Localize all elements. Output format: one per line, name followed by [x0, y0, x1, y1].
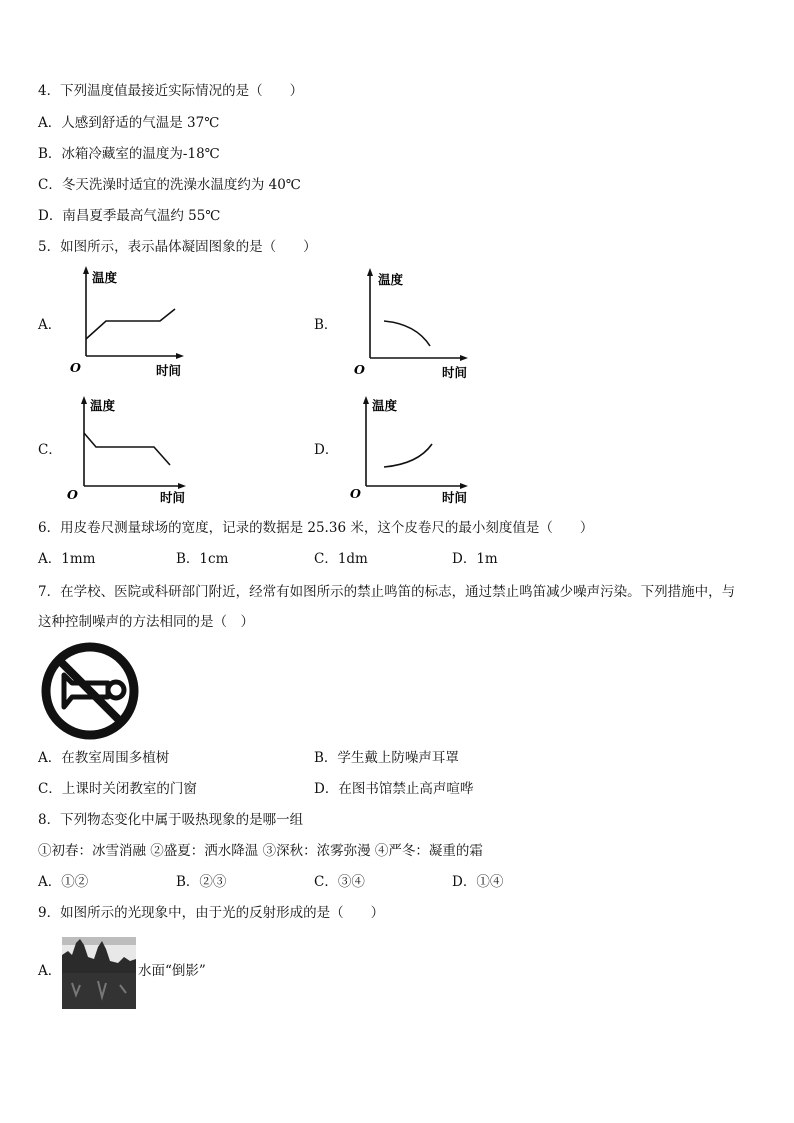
q5-option-a-letter: A． — [38, 317, 62, 333]
q7-option-a: A．在教室周围多植树 — [38, 750, 170, 766]
y-axis-arrow — [367, 268, 373, 276]
q6-option-a: A．1mm — [38, 551, 96, 567]
q7-stem-line2: 这种控制噪声的方法相同的是（ ） — [38, 614, 254, 630]
q4-option-a: A．人感到舒适的气温是 37℃ — [38, 115, 220, 131]
q8-items: ①初春：冰雪消融 ②盛夏：洒水降温 ③深秋：浓雾弥漫 ④严冬：凝重的霜 — [38, 843, 483, 859]
x-axis-arrow — [178, 483, 186, 489]
x-axis-label: 时间 — [160, 490, 186, 505]
q8-option-a: A．①② — [38, 874, 89, 890]
q4-option-d: D．南昌夏季最高气温约 55℃ — [38, 208, 221, 224]
x-axis-label: 时间 — [156, 363, 182, 378]
q8-option-d: D．①④ — [452, 874, 504, 890]
curve — [86, 309, 175, 339]
graph-d — [346, 392, 486, 510]
origin-label: O — [350, 486, 361, 501]
no-horn-sign-icon — [38, 641, 142, 741]
q4-option-c: C．冬天洗澡时适宜的洗澡水温度约为 40℃ — [38, 177, 301, 193]
y-axis-label: 温度 — [90, 398, 116, 413]
q5-option-d-letter: D． — [314, 442, 339, 458]
q8-option-b: B．②③ — [176, 874, 227, 890]
x-axis-label: 时间 — [442, 490, 468, 505]
origin-label: O — [354, 362, 365, 377]
y-axis-arrow — [83, 266, 89, 274]
q6-stem: 6．用皮卷尺测量球场的宽度，记录的数据是 25.36 米，这个皮卷尺的最小刻度值是（ ） — [38, 520, 594, 536]
q4-option-b: B．冰箱冷藏室的温度为-18℃ — [38, 146, 220, 162]
q5-option-c-letter: C． — [38, 442, 62, 458]
q7-option-c: C．上课时关闭教室的门窗 — [38, 781, 197, 797]
origin-label: O — [67, 487, 78, 502]
reflection-photo — [62, 937, 136, 1009]
x-axis-arrow — [176, 353, 184, 359]
graph-b — [346, 266, 486, 384]
q6-option-b: B．1cm — [176, 551, 229, 567]
q5-option-b-letter: B． — [314, 317, 338, 333]
q4-stem: 4．下列温度值最接近实际情况的是（ ） — [38, 83, 304, 99]
curve — [84, 433, 170, 465]
q8-stem: 8．下列物态变化中属于吸热现象的是哪一组 — [38, 812, 304, 828]
curve — [384, 321, 430, 346]
q9-stem: 9．如图所示的光现象中，由于光的反射形成的是（ ） — [38, 905, 385, 921]
x-axis-label: 时间 — [442, 365, 468, 380]
curve — [384, 444, 432, 467]
y-axis-label: 温度 — [378, 272, 404, 287]
x-axis-arrow — [460, 483, 468, 489]
q7-option-b: B．学生戴上防噪声耳罩 — [314, 750, 459, 766]
q9-option-a-letter: A． — [38, 963, 62, 979]
q7-stem-line1: 7．在学校、医院或科研部门附近，经常有如图所示的禁止鸣笛的标志，通过禁止鸣笛减少噪声污染。下列措施中，与 — [38, 584, 736, 600]
q5-stem: 5．如图所示，表示晶体凝固图象的是（ ） — [38, 239, 317, 255]
q9-option-a-caption: 水面“倒影” — [138, 963, 206, 979]
graph-c — [62, 392, 202, 510]
q8-option-c: C．③④ — [314, 874, 365, 890]
x-axis-arrow — [460, 355, 468, 361]
y-axis-arrow — [81, 396, 87, 404]
y-axis-arrow — [363, 396, 369, 404]
q7-option-d: D．在图书馆禁止高声喧哗 — [314, 781, 474, 797]
y-axis-label: 温度 — [92, 270, 118, 285]
q6-option-d: D．1m — [452, 551, 498, 567]
graph-a — [62, 264, 202, 382]
prohibition-slash — [60, 661, 122, 723]
y-axis-label: 温度 — [372, 398, 398, 413]
q6-option-c: C．1dm — [314, 551, 368, 567]
origin-label: O — [70, 360, 81, 375]
